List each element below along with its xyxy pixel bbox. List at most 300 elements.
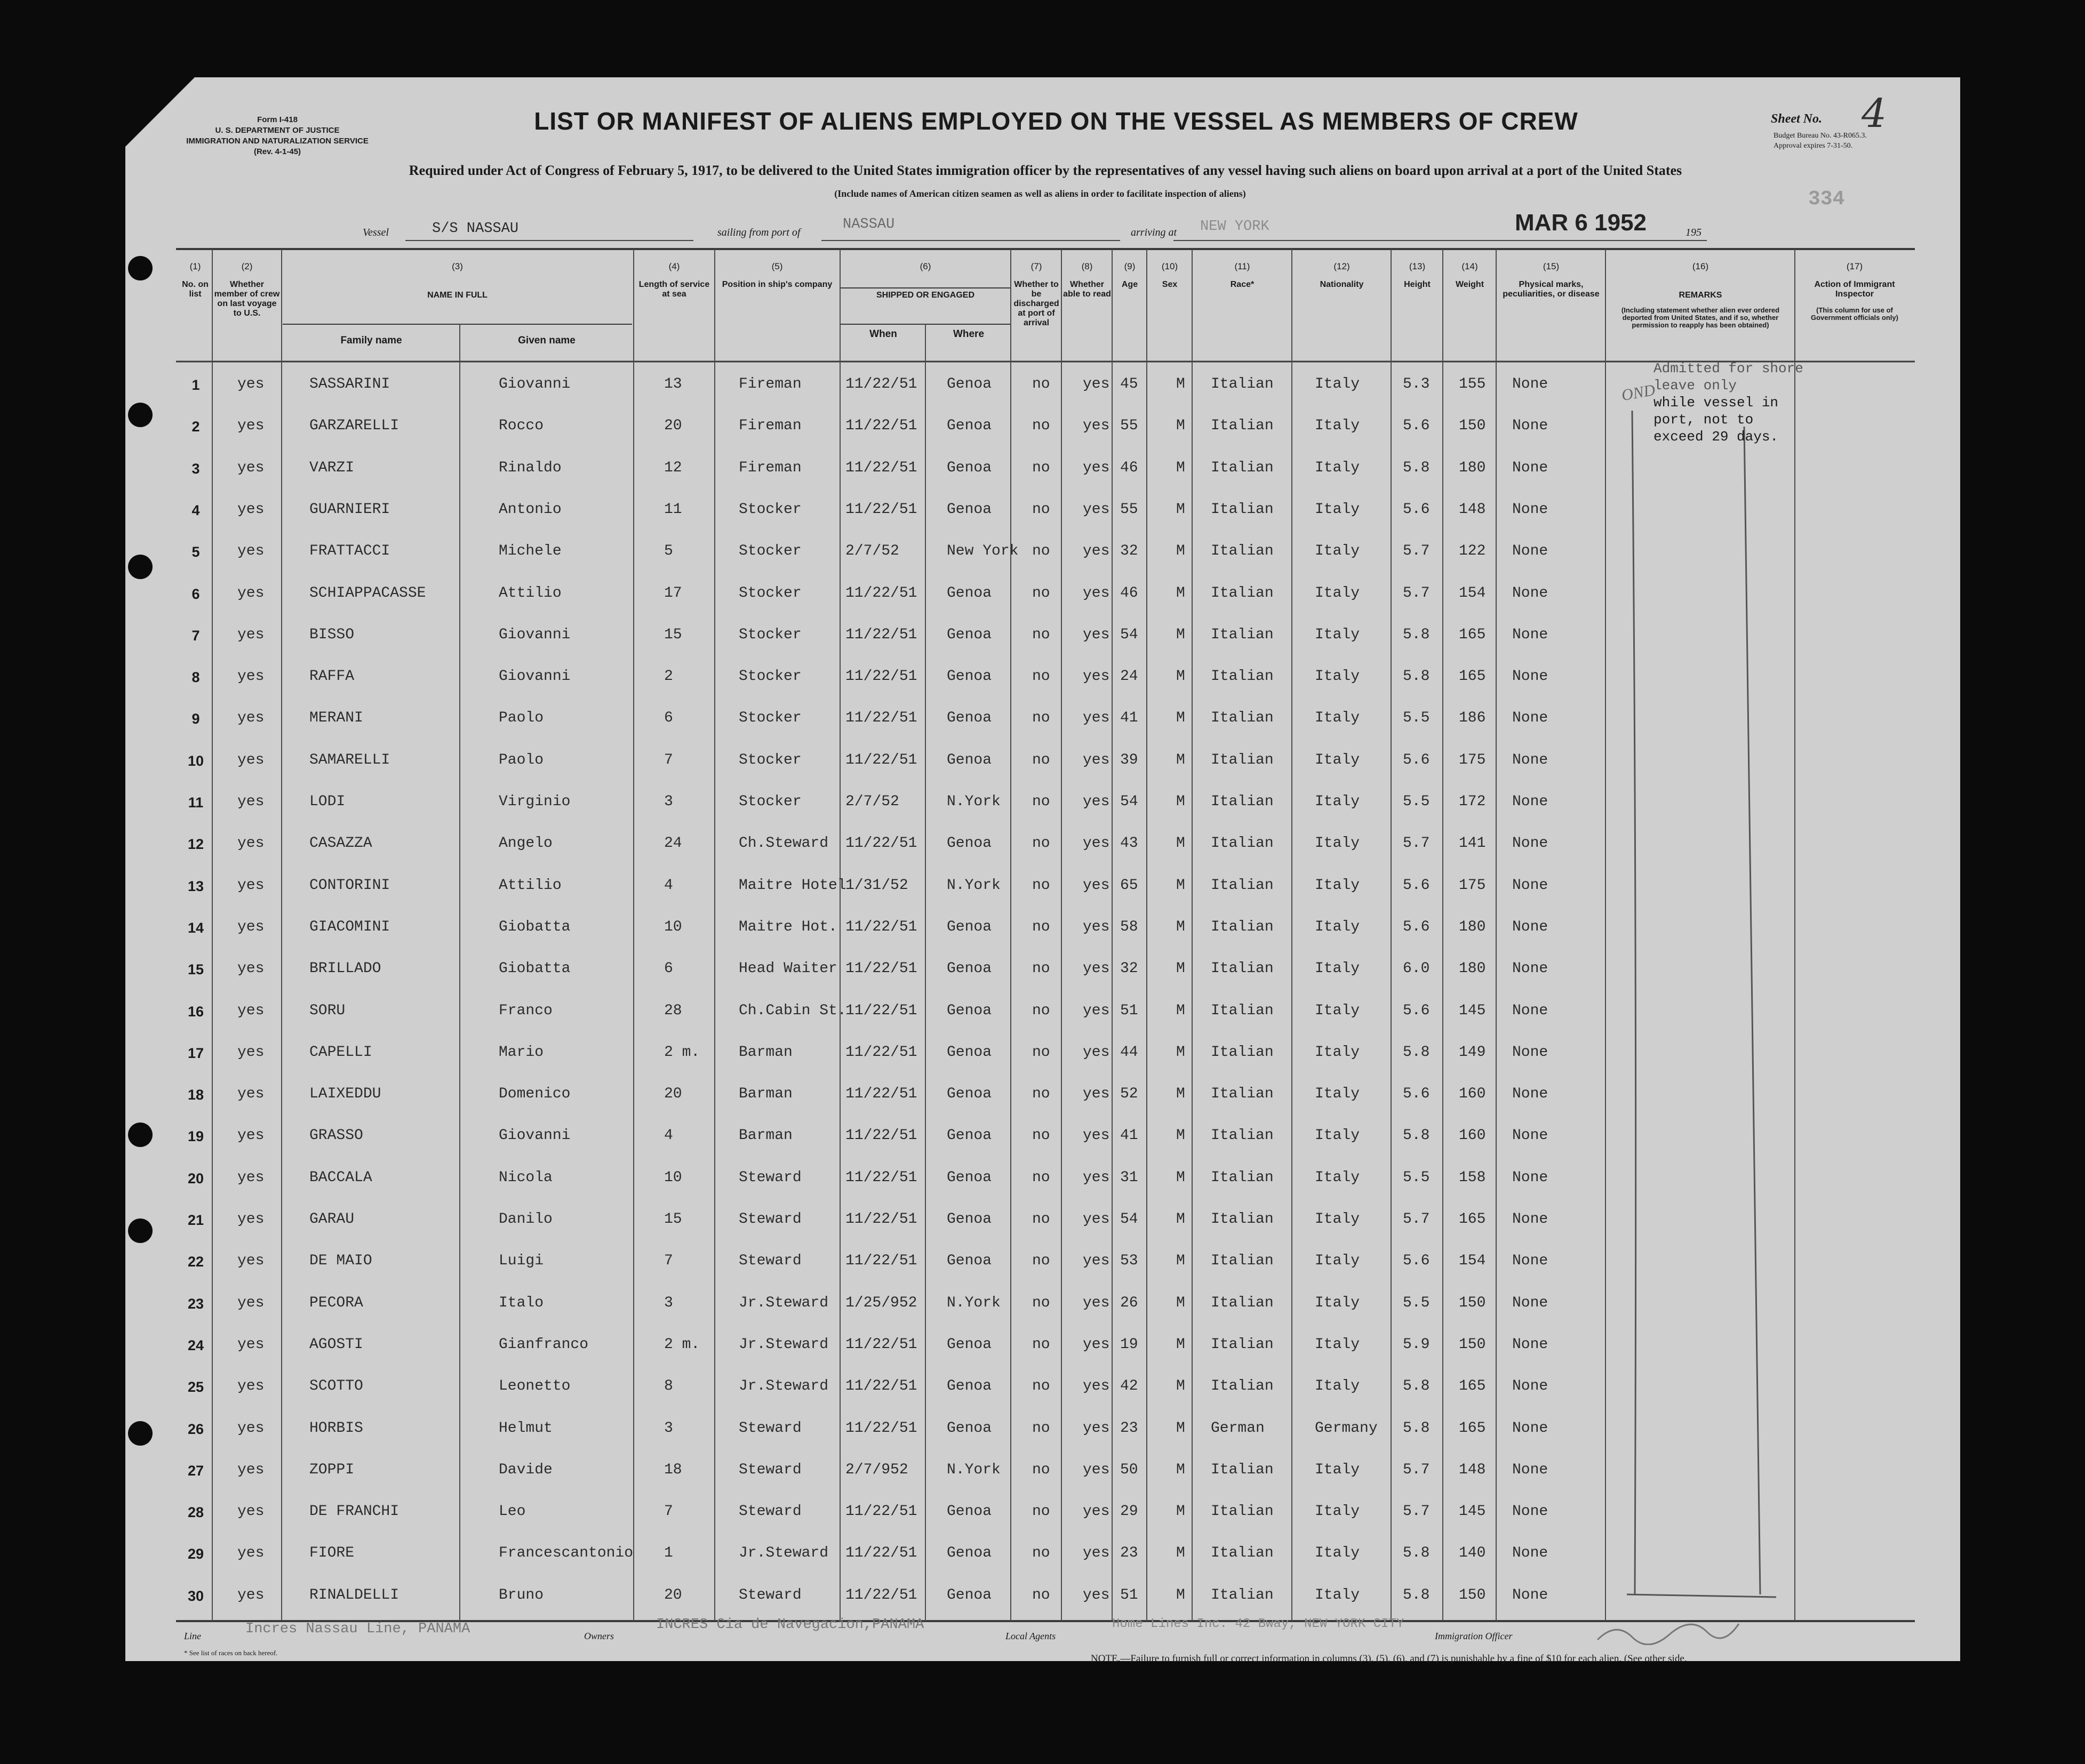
cell-discharged: no bbox=[1032, 1336, 1050, 1353]
cell-service: 11 bbox=[664, 501, 682, 518]
date-stamp: MAR 6 1952 bbox=[1515, 210, 1647, 236]
cell-family-name: SORU bbox=[309, 1003, 346, 1019]
cell-weight: 122 bbox=[1459, 543, 1486, 559]
cell-sex: M bbox=[1176, 710, 1185, 726]
cell-sex: M bbox=[1176, 585, 1185, 602]
cell-position: Stocker bbox=[739, 543, 802, 559]
col-nationality-label: Nationality bbox=[1320, 280, 1364, 289]
races-note: * See list of races on back hereof. bbox=[184, 1649, 278, 1657]
cell-weight: 150 bbox=[1459, 1295, 1486, 1311]
col-given-name: Given name bbox=[518, 335, 576, 346]
cell-position: Jr.Steward bbox=[739, 1378, 829, 1394]
cell-read: yes bbox=[1083, 835, 1110, 852]
cell-position: Steward bbox=[739, 1211, 802, 1228]
col-race-label: Race* bbox=[1230, 280, 1255, 289]
cell-position: Barman bbox=[739, 1044, 793, 1061]
col-shipped-number: (6) bbox=[920, 261, 931, 271]
sheet-number: 4 bbox=[1862, 91, 1887, 137]
cell-sex: M bbox=[1176, 627, 1185, 643]
cell-weight: 165 bbox=[1459, 1211, 1486, 1228]
cell-where: Genoa bbox=[947, 1086, 992, 1102]
cell-when: 11/22/51 bbox=[845, 960, 917, 977]
cell-position: Stocker bbox=[739, 627, 802, 643]
cell-service: 3 bbox=[664, 793, 673, 810]
col-race-number: (11) bbox=[1234, 261, 1250, 271]
cell-sex: M bbox=[1176, 1169, 1185, 1186]
cell-service: 3 bbox=[664, 1295, 673, 1311]
cell-where: Genoa bbox=[947, 752, 992, 768]
cell-weight: 141 bbox=[1459, 835, 1486, 852]
cell-when: 11/22/51 bbox=[845, 752, 917, 768]
cell-discharged: no bbox=[1032, 877, 1050, 894]
cell-position: Steward bbox=[739, 1503, 802, 1520]
cell-when: 11/22/51 bbox=[845, 585, 917, 602]
cell-given-name: Nicola bbox=[499, 1169, 553, 1186]
cell-position: Stocker bbox=[739, 668, 802, 685]
cell-race: Italian bbox=[1211, 1545, 1274, 1561]
cell-read: yes bbox=[1083, 752, 1110, 768]
cell-discharged: no bbox=[1032, 376, 1050, 392]
col-name-label: NAME IN FULL bbox=[427, 291, 488, 300]
cell-prev-voyage: yes bbox=[237, 501, 265, 518]
cell-weight: 175 bbox=[1459, 877, 1486, 894]
cell-given-name: Attilio bbox=[499, 877, 562, 894]
cell-service: 15 bbox=[664, 627, 682, 643]
cell-height: 5.8 bbox=[1403, 668, 1430, 685]
cell-sex: M bbox=[1176, 960, 1185, 977]
cell-read: yes bbox=[1083, 418, 1110, 434]
cell-position: Fireman bbox=[739, 460, 802, 476]
cell-when: 11/22/51 bbox=[845, 418, 917, 434]
cell-service: 1 bbox=[664, 1545, 673, 1561]
cell-sex: M bbox=[1176, 543, 1185, 559]
cell-nationality: Italy bbox=[1315, 585, 1360, 602]
cell-read: yes bbox=[1083, 1127, 1110, 1144]
cell-family-name: AGOSTI bbox=[309, 1336, 363, 1353]
cell-row-number: 25 bbox=[187, 1379, 204, 1395]
cell-physical-marks: None bbox=[1512, 460, 1548, 476]
cell-weight: 145 bbox=[1459, 1003, 1486, 1019]
cell-given-name: Giovanni bbox=[499, 376, 571, 392]
cell-service: 15 bbox=[664, 1211, 682, 1228]
cell-given-name: Angelo bbox=[499, 835, 553, 852]
cell-sex: M bbox=[1176, 460, 1185, 476]
cell-race: Italian bbox=[1211, 585, 1274, 602]
cell-physical-marks: None bbox=[1512, 1295, 1548, 1311]
cell-service: 20 bbox=[664, 1587, 682, 1603]
cell-physical-marks: None bbox=[1512, 919, 1548, 935]
cell-race: Italian bbox=[1211, 501, 1274, 518]
cell-given-name: Paolo bbox=[499, 710, 544, 726]
cell-prev-voyage: yes bbox=[237, 543, 265, 559]
cell-where: N.York bbox=[947, 793, 1001, 810]
cell-given-name: Attilio bbox=[499, 585, 562, 602]
cell-read: yes bbox=[1083, 460, 1110, 476]
cell-nationality: Germany bbox=[1315, 1420, 1378, 1437]
cell-discharged: no bbox=[1032, 1295, 1050, 1311]
cell-age: 32 bbox=[1120, 543, 1138, 559]
cell-race: Italian bbox=[1211, 835, 1274, 852]
cell-where: Genoa bbox=[947, 460, 992, 476]
cell-physical-marks: None bbox=[1512, 1003, 1548, 1019]
cell-age: 58 bbox=[1120, 919, 1138, 935]
cell-nationality: Italy bbox=[1315, 919, 1360, 935]
col-no-number: (1) bbox=[189, 261, 201, 271]
cell-physical-marks: None bbox=[1512, 1253, 1548, 1269]
cell-row-number: 20 bbox=[187, 1170, 204, 1186]
cell-weight: 165 bbox=[1459, 627, 1486, 643]
cell-discharged: no bbox=[1032, 1378, 1050, 1394]
cell-where: Genoa bbox=[947, 1127, 992, 1144]
cell-service: 4 bbox=[664, 877, 673, 894]
col-position-label: Position in ship's company bbox=[722, 280, 833, 289]
arriving-label: arriving at bbox=[1131, 227, 1177, 238]
cell-height: 5.8 bbox=[1403, 460, 1430, 476]
cell-nationality: Italy bbox=[1315, 1253, 1360, 1269]
cell-sex: M bbox=[1176, 1336, 1185, 1353]
cell-service: 12 bbox=[664, 460, 682, 476]
cell-physical-marks: None bbox=[1512, 376, 1548, 392]
cell-prev-voyage: yes bbox=[237, 376, 265, 392]
cell-when: 11/22/51 bbox=[845, 919, 917, 935]
cell-weight: 180 bbox=[1459, 960, 1486, 977]
cell-weight: 175 bbox=[1459, 752, 1486, 768]
cell-given-name: Gianfranco bbox=[499, 1336, 589, 1353]
cell-age: 54 bbox=[1120, 627, 1138, 643]
cell-physical-marks: None bbox=[1512, 1127, 1548, 1144]
cell-height: 5.7 bbox=[1403, 835, 1430, 852]
cell-when: 2/7/952 bbox=[845, 1462, 908, 1478]
cell-when: 11/22/51 bbox=[845, 1127, 917, 1144]
cell-prev-voyage: yes bbox=[237, 1003, 265, 1019]
cell-position: Stocker bbox=[739, 501, 802, 518]
stamp-number: 334 bbox=[1808, 188, 1845, 211]
cell-service: 6 bbox=[664, 710, 673, 726]
cell-prev-voyage: yes bbox=[237, 1295, 265, 1311]
cell-row-number: 15 bbox=[187, 961, 204, 977]
cell-given-name: Francescantonio bbox=[499, 1545, 634, 1561]
owners-label: Owners bbox=[584, 1631, 614, 1641]
cell-race: Italian bbox=[1211, 1253, 1274, 1269]
col-prev-voyage-number: (2) bbox=[241, 261, 253, 271]
cell-sex: M bbox=[1176, 1295, 1185, 1311]
cell-prev-voyage: yes bbox=[237, 1127, 265, 1144]
cell-read: yes bbox=[1083, 1336, 1110, 1353]
cell-when: 11/22/51 bbox=[845, 710, 917, 726]
cell-read: yes bbox=[1083, 877, 1110, 894]
cell-physical-marks: None bbox=[1512, 835, 1548, 852]
cell-prev-voyage: yes bbox=[237, 1169, 265, 1186]
cell-physical-marks: None bbox=[1512, 585, 1548, 602]
cell-sex: M bbox=[1176, 1253, 1185, 1269]
cell-row-number: 10 bbox=[187, 753, 204, 769]
cell-height: 5.6 bbox=[1403, 1003, 1430, 1019]
cell-family-name: GUARNIERI bbox=[309, 501, 390, 518]
cell-row-number: 24 bbox=[187, 1337, 204, 1353]
cell-service: 7 bbox=[664, 1503, 673, 1520]
cell-given-name: Giovanni bbox=[499, 627, 571, 643]
cell-sex: M bbox=[1176, 1503, 1185, 1520]
col-shipped-label: SHIPPED OR ENGAGED bbox=[876, 291, 975, 300]
port-label: sailing from port of bbox=[717, 227, 801, 238]
cell-service: 7 bbox=[664, 752, 673, 768]
cell-physical-marks: None bbox=[1512, 1503, 1548, 1520]
cell-weight: 165 bbox=[1459, 668, 1486, 685]
cell-given-name: Rocco bbox=[499, 418, 544, 434]
cell-family-name: SCOTTO bbox=[309, 1378, 363, 1394]
cell-service: 10 bbox=[664, 919, 682, 935]
cell-sex: M bbox=[1176, 1378, 1185, 1394]
cell-position: Fireman bbox=[739, 418, 802, 434]
cell-where: Genoa bbox=[947, 1587, 992, 1603]
cell-weight: 165 bbox=[1459, 1378, 1486, 1394]
cell-weight: 154 bbox=[1459, 585, 1486, 602]
cell-weight: 158 bbox=[1459, 1169, 1486, 1186]
cell-weight: 150 bbox=[1459, 418, 1486, 434]
col-read-number: (8) bbox=[1081, 261, 1093, 271]
cell-service: 7 bbox=[664, 1253, 673, 1269]
cell-sex: M bbox=[1176, 1003, 1185, 1019]
cell-prev-voyage: yes bbox=[237, 585, 265, 602]
cell-prev-voyage: yes bbox=[237, 877, 265, 894]
cell-age: 45 bbox=[1120, 376, 1138, 392]
cell-given-name: Giobatta bbox=[499, 919, 571, 935]
cell-race: Italian bbox=[1211, 1503, 1274, 1520]
cell-nationality: Italy bbox=[1315, 1587, 1360, 1603]
col-service-number: (4) bbox=[668, 261, 680, 271]
cell-family-name: ZOPPI bbox=[309, 1462, 355, 1478]
cell-discharged: no bbox=[1032, 543, 1050, 559]
cell-sex: M bbox=[1176, 1086, 1185, 1102]
col-read-label: Whether able to read bbox=[1063, 280, 1111, 299]
cell-age: 50 bbox=[1120, 1462, 1138, 1478]
footer-note: NOTE.—Failure to furnish full or correct information in columns (3), (5), (6), and (7) is punishable by a fine of $10 for each alien. (See other side. bbox=[1091, 1653, 1687, 1664]
cell-when: 11/22/51 bbox=[845, 1169, 917, 1186]
cell-race: Italian bbox=[1211, 376, 1274, 392]
cell-discharged: no bbox=[1032, 418, 1050, 434]
cell-physical-marks: None bbox=[1512, 1545, 1548, 1561]
cell-given-name: Giovanni bbox=[499, 668, 571, 685]
cell-when: 2/7/52 bbox=[845, 793, 899, 810]
col-nationality-number: (12) bbox=[1333, 261, 1350, 271]
cell-age: 54 bbox=[1120, 1211, 1138, 1228]
cell-position: Barman bbox=[739, 1086, 793, 1102]
cell-position: Fireman bbox=[739, 376, 802, 392]
cell-prev-voyage: yes bbox=[237, 919, 265, 935]
cell-row-number: 26 bbox=[187, 1421, 204, 1437]
col-when: When bbox=[869, 328, 897, 340]
cell-sex: M bbox=[1176, 835, 1185, 852]
cell-discharged: no bbox=[1032, 710, 1050, 726]
cell-family-name: MERANI bbox=[309, 710, 363, 726]
cell-physical-marks: None bbox=[1512, 1044, 1548, 1061]
officer-label: Immigration Officer bbox=[1435, 1631, 1513, 1641]
cell-height: 5.8 bbox=[1403, 1127, 1430, 1144]
cell-position: Maitre Hot. bbox=[739, 919, 837, 935]
cell-nationality: Italy bbox=[1315, 960, 1360, 977]
cell-weight: 186 bbox=[1459, 710, 1486, 726]
cell-physical-marks: None bbox=[1512, 710, 1548, 726]
cell-race: Italian bbox=[1211, 960, 1274, 977]
cell-physical-marks: None bbox=[1512, 1169, 1548, 1186]
cell-read: yes bbox=[1083, 1545, 1110, 1561]
cell-physical-marks: None bbox=[1512, 668, 1548, 685]
cell-sex: M bbox=[1176, 501, 1185, 518]
cell-read: yes bbox=[1083, 585, 1110, 602]
cell-prev-voyage: yes bbox=[237, 835, 265, 852]
budget-info: Budget Bureau No. 43-R065.3. Approval expires 7-31-50. bbox=[1774, 132, 1867, 150]
cell-nationality: Italy bbox=[1315, 1211, 1360, 1228]
cell-when: 11/22/51 bbox=[845, 1044, 917, 1061]
cell-weight: 155 bbox=[1459, 376, 1486, 392]
cell-service: 13 bbox=[664, 376, 682, 392]
cell-weight: 149 bbox=[1459, 1044, 1486, 1061]
cell-where: New York bbox=[947, 543, 1019, 559]
cell-physical-marks: None bbox=[1512, 752, 1548, 768]
cell-physical-marks: None bbox=[1512, 1211, 1548, 1228]
cell-prev-voyage: yes bbox=[237, 627, 265, 643]
cell-where: Genoa bbox=[947, 501, 992, 518]
cell-where: Genoa bbox=[947, 376, 992, 392]
cell-race: Italian bbox=[1211, 1587, 1274, 1603]
cell-height: 5.3 bbox=[1403, 376, 1430, 392]
cell-height: 5.9 bbox=[1403, 1336, 1430, 1353]
cell-age: 24 bbox=[1120, 668, 1138, 685]
cell-service: 4 bbox=[664, 1127, 673, 1144]
cell-service: 2 m. bbox=[664, 1044, 700, 1061]
cell-row-number: 5 bbox=[191, 544, 200, 560]
agents-label: Local Agents bbox=[1005, 1631, 1056, 1641]
cell-age: 31 bbox=[1120, 1169, 1138, 1186]
cell-discharged: no bbox=[1032, 919, 1050, 935]
cell-age: 42 bbox=[1120, 1378, 1138, 1394]
cell-position: Steward bbox=[739, 1420, 802, 1437]
cell-family-name: VARZI bbox=[309, 460, 355, 476]
cell-row-number: 16 bbox=[187, 1004, 204, 1020]
cell-weight: 154 bbox=[1459, 1253, 1486, 1269]
cell-position: Stocker bbox=[739, 752, 802, 768]
cell-height: 5.5 bbox=[1403, 710, 1430, 726]
cell-height: 5.5 bbox=[1403, 1169, 1430, 1186]
cell-sex: M bbox=[1176, 877, 1185, 894]
cell-read: yes bbox=[1083, 1044, 1110, 1061]
cell-age: 53 bbox=[1120, 1253, 1138, 1269]
cell-position: Head Waiter bbox=[739, 960, 837, 977]
cell-read: yes bbox=[1083, 1211, 1110, 1228]
col-discharged-number: (7) bbox=[1030, 261, 1042, 271]
cell-family-name: RINALDELLI bbox=[309, 1587, 400, 1603]
cell-when: 11/22/51 bbox=[845, 460, 917, 476]
cell-when: 11/22/51 bbox=[845, 1587, 917, 1603]
cell-sex: M bbox=[1176, 1545, 1185, 1561]
cell-family-name: LAIXEDDU bbox=[309, 1086, 381, 1102]
cell-family-name: CASAZZA bbox=[309, 835, 372, 852]
cell-prev-voyage: yes bbox=[237, 793, 265, 810]
col-service-label: Length of service at sea bbox=[638, 280, 710, 299]
cell-given-name: Davide bbox=[499, 1462, 553, 1478]
page-title: LIST OR MANIFEST OF ALIENS EMPLOYED ON THE VESSEL AS MEMBERS OF CREW bbox=[534, 107, 1578, 135]
cell-weight: 140 bbox=[1459, 1545, 1486, 1561]
cell-family-name: DE FRANCHI bbox=[309, 1503, 400, 1520]
cell-height: 5.8 bbox=[1403, 627, 1430, 643]
col-remarks-label: REMARKS bbox=[1679, 291, 1722, 300]
cell-race: Italian bbox=[1211, 1462, 1274, 1478]
cell-height: 6.0 bbox=[1403, 960, 1430, 977]
cell-given-name: Domenico bbox=[499, 1086, 571, 1102]
line-name: Incres Nassau Line, PANAMA bbox=[245, 1621, 470, 1637]
cell-race: Italian bbox=[1211, 1336, 1274, 1353]
cell-height: 5.8 bbox=[1403, 1378, 1430, 1394]
cell-given-name: Helmut bbox=[499, 1420, 553, 1437]
cell-when: 11/22/51 bbox=[845, 627, 917, 643]
remarks-initials: OND bbox=[1620, 381, 1657, 405]
cell-read: yes bbox=[1083, 1086, 1110, 1102]
cell-prev-voyage: yes bbox=[237, 752, 265, 768]
col-sex-number: (10) bbox=[1161, 261, 1178, 271]
cell-sex: M bbox=[1176, 1211, 1185, 1228]
cell-height: 5.5 bbox=[1403, 1295, 1430, 1311]
cell-read: yes bbox=[1083, 710, 1110, 726]
cell-nationality: Italy bbox=[1315, 877, 1360, 894]
cell-nationality: Italy bbox=[1315, 376, 1360, 392]
cell-nationality: Italy bbox=[1315, 501, 1360, 518]
cell-read: yes bbox=[1083, 1003, 1110, 1019]
cell-family-name: BISSO bbox=[309, 627, 355, 643]
cell-sex: M bbox=[1176, 1127, 1185, 1144]
cell-sex: M bbox=[1176, 668, 1185, 685]
col-physical-marks-label: Physical marks, peculiarities, or disease bbox=[1503, 280, 1600, 299]
cell-when: 11/22/51 bbox=[845, 1545, 917, 1561]
cell-race: Italian bbox=[1211, 752, 1274, 768]
cell-height: 5.6 bbox=[1403, 501, 1430, 518]
cell-physical-marks: None bbox=[1512, 543, 1548, 559]
cell-race: Italian bbox=[1211, 460, 1274, 476]
cell-row-number: 4 bbox=[191, 502, 200, 518]
arriving-port: NEW YORK bbox=[1200, 219, 1269, 235]
cell-row-number: 9 bbox=[191, 711, 200, 727]
cell-age: 23 bbox=[1120, 1420, 1138, 1437]
cell-service: 6 bbox=[664, 960, 673, 977]
cell-age: 51 bbox=[1120, 1587, 1138, 1603]
cell-discharged: no bbox=[1032, 1169, 1050, 1186]
cell-physical-marks: None bbox=[1512, 1086, 1548, 1102]
cell-age: 55 bbox=[1120, 418, 1138, 434]
cell-physical-marks: None bbox=[1512, 501, 1548, 518]
cell-row-number: 7 bbox=[191, 628, 200, 644]
cell-read: yes bbox=[1083, 1378, 1110, 1394]
cell-service: 8 bbox=[664, 1378, 673, 1394]
cell-given-name: Luigi bbox=[499, 1253, 544, 1269]
cell-where: Genoa bbox=[947, 1044, 992, 1061]
cell-service: 2 m. bbox=[664, 1336, 700, 1353]
cell-prev-voyage: yes bbox=[237, 1086, 265, 1102]
cell-read: yes bbox=[1083, 1169, 1110, 1186]
cell-sex: M bbox=[1176, 1420, 1185, 1437]
cell-when: 11/22/51 bbox=[845, 376, 917, 392]
cell-service: 20 bbox=[664, 418, 682, 434]
cell-given-name: Virginio bbox=[499, 793, 571, 810]
cell-discharged: no bbox=[1032, 1587, 1050, 1603]
cell-weight: 180 bbox=[1459, 919, 1486, 935]
cell-nationality: Italy bbox=[1315, 1003, 1360, 1019]
cell-read: yes bbox=[1083, 627, 1110, 643]
cell-service: 24 bbox=[664, 835, 682, 852]
cell-nationality: Italy bbox=[1315, 1295, 1360, 1311]
cell-weight: 172 bbox=[1459, 793, 1486, 810]
col-height-number: (13) bbox=[1409, 261, 1426, 271]
cell-row-number: 2 bbox=[191, 419, 200, 435]
cell-race: Italian bbox=[1211, 418, 1274, 434]
